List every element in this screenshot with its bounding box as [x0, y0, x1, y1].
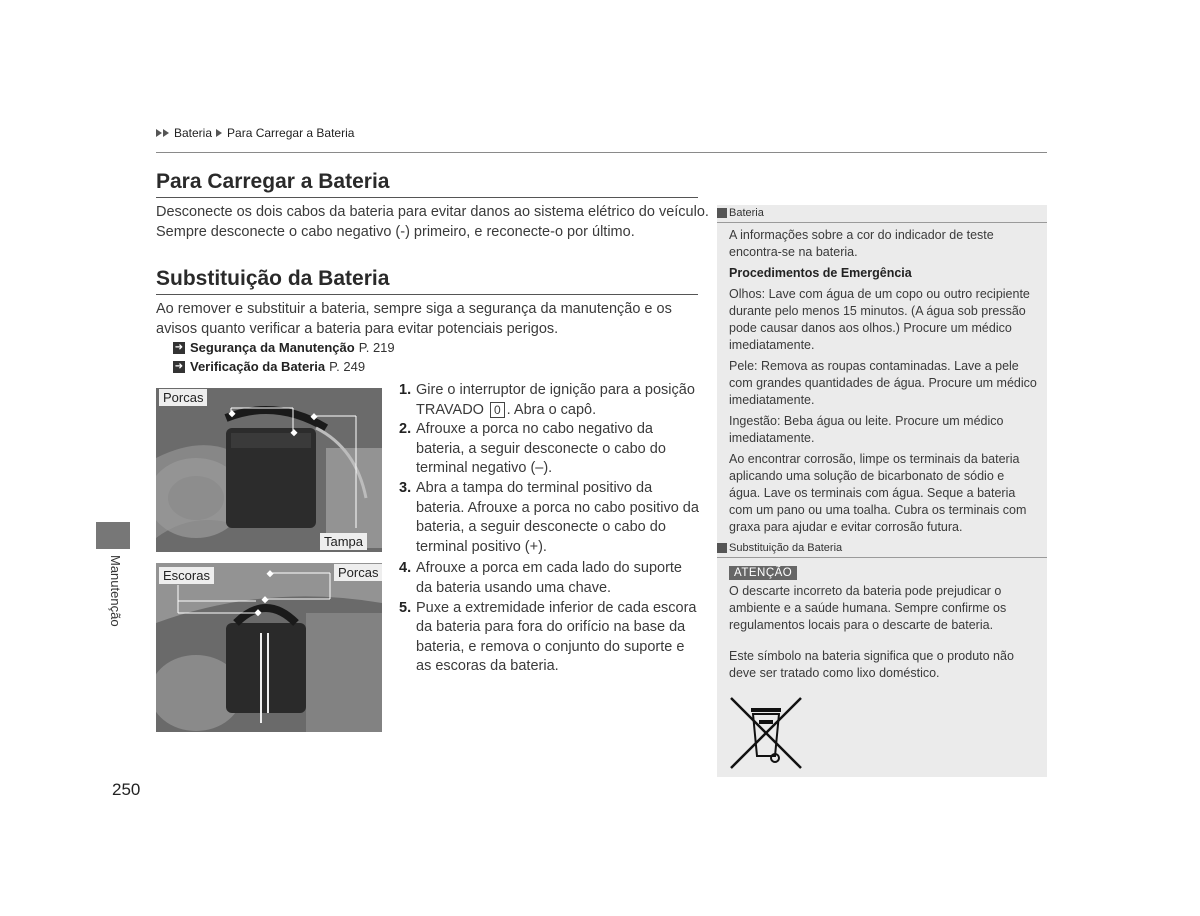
- crossed-bin-icon: [729, 694, 803, 772]
- step-item: [399, 479, 699, 557]
- step-text: Afrouxe a porca no cabo negativo da bateria, a seguir desconecte o cabo do terminal negativo (–).: [416, 421, 666, 477]
- note-marker-icon: [717, 208, 727, 218]
- step-text: Puxe a extremidade inferior de cada escora da bateria para fora do orifício na base da bateria, e remova o conjunto do suporte e as escoras da bateria.: [416, 599, 697, 675]
- cross-reference[interactable]: [173, 359, 365, 374]
- side-paragraph: A informações sobre a cor do indicador de teste encontra-se na bateria.: [729, 228, 994, 259]
- section-title: Substituição da Bateria: [156, 267, 390, 290]
- step-number: 2.: [399, 421, 412, 438]
- step-item: [399, 420, 699, 479]
- step-text: Gire o interruptor de ignição para a posição TRAVADO 0 . Abra o capô.: [416, 382, 695, 418]
- step-number: 4.: [399, 560, 412, 577]
- chapter-label: Manutenção: [108, 555, 123, 627]
- body-line: avisos quanto verificar a bateria para evitar potenciais perigos.: [156, 320, 559, 337]
- side-note-body: [729, 227, 1037, 540]
- side-note-title: Substituição da Bateria: [729, 542, 843, 554]
- section-divider: [156, 197, 698, 198]
- side-divider: [717, 222, 1047, 223]
- photo-label: Porcas: [334, 564, 382, 581]
- header-divider: [156, 152, 1047, 153]
- cross-reference[interactable]: [173, 340, 395, 355]
- body-line: Ao remover e substituir a bateria, sempre siga a segurança da manutenção e os: [156, 301, 672, 317]
- side-note-header: [717, 207, 764, 219]
- breadcrumb-item[interactable]: Para Carregar a Bateria: [227, 126, 355, 140]
- body-line: Sempre desconecte o cabo negativo (-) primeiro, e reconecte-o por último.: [156, 223, 635, 240]
- side-paragraph: Pele: Remova as roupas contaminadas. Lave a pele com grandes quantidades de água. Procure um médico imediatamente.: [729, 359, 1037, 407]
- caution-badge: ATENÇÃO: [729, 566, 797, 580]
- photo-label: Tampa: [320, 533, 367, 550]
- step-text: Abra a tampa do terminal positivo da bateria. Afrouxe a porca no cabo positivo da bateria, a seguir desconecte o cabo do terminal positivo (+).: [416, 479, 699, 555]
- ignition-key-symbol: 0: [490, 402, 505, 418]
- xref-label: Segurança da Manutenção: [190, 340, 355, 355]
- step-number: 3.: [399, 479, 412, 496]
- arrow-icon: [216, 129, 222, 137]
- battery-photo-bottom: [156, 563, 382, 732]
- step-number: 1.: [399, 382, 412, 398]
- side-paragraph: Ao encontrar corrosão, limpe os terminais da bateria aplicando uma solução de bicarbonato de sódio e água. Lave os terminais com água. Seque a bateria com um pano ou uma toalha. Cubra os terminais com graxa para ajudar e evitar corrosão futura.: [729, 452, 1027, 534]
- xref-page: P. 249: [329, 359, 366, 374]
- section-body: [156, 300, 716, 339]
- step-item: [399, 381, 699, 420]
- breadcrumb: [156, 126, 354, 140]
- side-paragraph: Ingestão: Beba água ou leite. Procure um médico imediatamente.: [729, 414, 1004, 445]
- side-subheading: Procedimentos de Emergência: [729, 266, 912, 280]
- procedure-steps: [399, 381, 699, 677]
- chapter-tab[interactable]: [96, 522, 130, 549]
- xref-page: P. 219: [358, 340, 395, 355]
- step-number: 5.: [399, 599, 412, 616]
- step-text: Afrouxe a porca em cada lado do suporte da bateria usando uma chave.: [416, 560, 682, 596]
- section-divider: [156, 294, 698, 295]
- note-marker-icon: [717, 543, 727, 553]
- arrow-icon: [163, 129, 169, 137]
- side-note-body: [729, 583, 1037, 686]
- battery-photo-top: [156, 388, 382, 552]
- side-divider: [717, 557, 1047, 558]
- xref-label: Verificação da Bateria: [190, 359, 326, 374]
- step-item: [399, 599, 699, 677]
- step-item: [399, 559, 699, 598]
- arrow-icon: ➜: [174, 341, 184, 353]
- section-body: [156, 203, 716, 242]
- side-note-title: Bateria: [729, 207, 764, 219]
- photo-label: Porcas: [159, 389, 207, 406]
- arrow-icon: ➜: [174, 360, 184, 372]
- photo-label: Escoras: [159, 567, 214, 584]
- side-paragraph: O descarte incorreto da bateria pode prejudicar o ambiente e a saúde humana. Sempre confirme os regulamentos locais para o descarte de bateria.: [729, 584, 1007, 632]
- body-line: Desconecte os dois cabos da bateria para evitar danos ao sistema elétrico do veículo.: [156, 204, 709, 220]
- section-title: Para Carregar a Bateria: [156, 170, 390, 193]
- arrow-icon: [156, 129, 162, 137]
- side-paragraph: Olhos: Lave com água de um copo ou outro recipiente durante pelo menos 15 minutos. (A água sob pressão pode causar danos aos olhos.) Procure um médico imediatamente.: [729, 287, 1030, 352]
- side-note-header: [717, 542, 842, 554]
- page-number: 250: [112, 780, 141, 799]
- breadcrumb-item[interactable]: Bateria: [174, 126, 213, 140]
- side-paragraph: Este símbolo na bateria significa que o produto não deve ser tratado como lixo doméstico.: [729, 649, 1014, 680]
